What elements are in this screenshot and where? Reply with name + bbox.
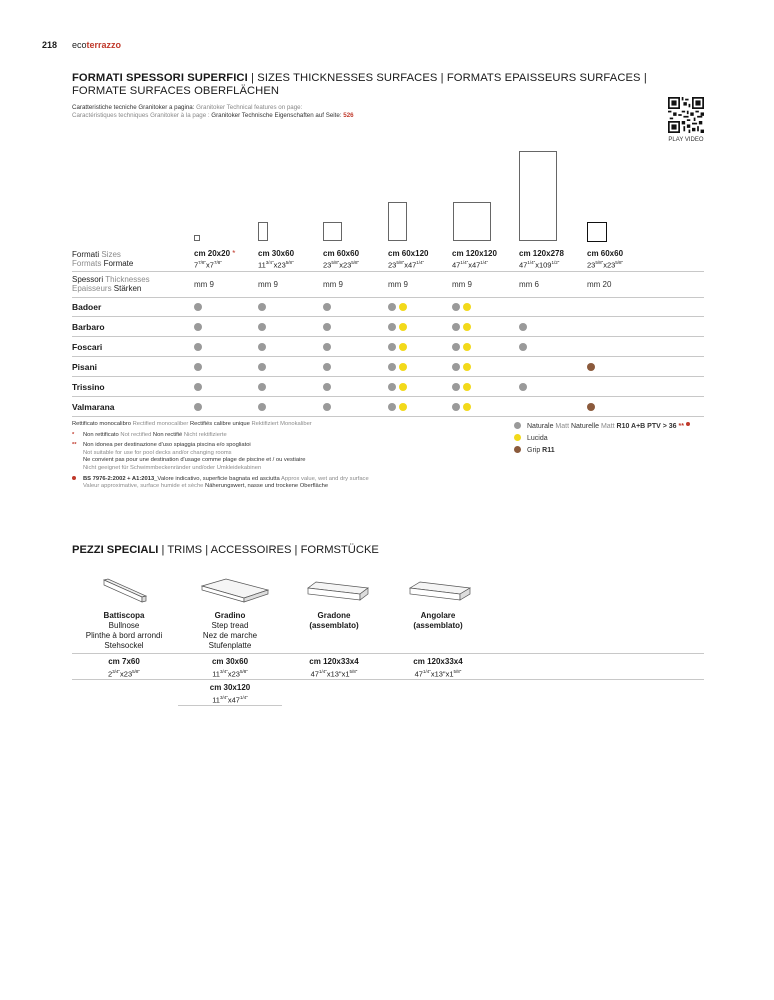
format-shape-120x278 [519,151,557,241]
yellow-dot [399,303,407,311]
gray-dot [258,343,266,351]
red-bullet [72,476,76,480]
yellow-dot [463,383,471,391]
sub-fr: Caractéristiques techniques Granitoker à la page : [72,112,210,119]
title-line2: FORMATE SURFACES OBERFLÄCHEN [72,85,280,97]
divider [72,356,704,357]
gray-dot [194,323,202,331]
yellow-dot [399,323,407,331]
gray-dot [388,403,396,411]
format-header: cm 120x278 $47^{1/4"}x109^{1/2"}$ [519,249,564,270]
divider [178,705,282,706]
gray-dot [388,363,396,371]
surface-legend [514,421,690,457]
gray-dot [194,383,202,391]
gray-dot [452,403,460,411]
format-shape-120x120 [453,202,491,241]
divider [72,416,704,417]
star-symbol: * [72,431,75,438]
gray-dot [452,303,460,311]
trim-item: Gradone (assemblato) [309,611,359,630]
series-name: Pisani [72,362,98,372]
sub-en: Granitoker Technical features on page: [194,104,303,111]
series-name: Valmarana [72,402,115,412]
play-video-label[interactable]: PLAY VIDEO [668,137,704,143]
gray-dot [258,403,266,411]
series-name: Trissino [72,382,105,392]
gray-dot [452,363,460,371]
thickness-value: mm 9 [388,280,408,289]
series-name: Foscari [72,342,103,352]
divider [72,271,704,272]
gray-dot [388,343,396,351]
sizes-label: Formati Sizes Formats Formate [72,250,134,268]
gray-dot [519,323,527,331]
footnotes: Rettificato monocalibro Rectified monocaliber Rectifiés calibre unique Rektifiziert Monokaliber * Non rettificato Not rectified Non rectifié Nicht rektifizierte ** Non idonea per destinazione d'uso spiaggia piscina e/o spogliatoi Not suitable for use for pool decks and/or changing rooms Ne convient pas pour une destination d'usage comme plage de piscine et / ou vestiaire Nicht geeignet für Schwimmbeckenränder und/oder Umkleidekabinen BS 7976-2:2002 + A1:2013_Valore indicativo, superficie bagnata ed asciutta Approx value, wet and dry surface Valeur approximative, surface humide et sèche Näherungswert, nasse und trockene Oberfläche [72,421,369,490]
gray-dot [194,403,202,411]
brown-dot [587,403,595,411]
trim-size: cm 120x33x4 $47^{1/4"}x13"x1^{5/8"}$ [309,657,359,679]
page-number: 218 [42,40,58,50]
yellow-dot [463,323,471,331]
format-header: cm 60x60 $23^{5/8"}x23^{5/8"}$ [587,249,624,270]
title-bold: FORMATI SPESSORI SUPERFICI [72,72,248,84]
gray-dot [323,303,331,311]
qr-code-icon[interactable] [668,97,704,133]
gray-dot [388,383,396,391]
brown-dot [587,363,595,371]
divider [72,679,704,680]
format-header: cm 120x120 $47^{1/4"}x47^{1/4"}$ [452,249,497,270]
gray-dot [258,323,266,331]
yellow-dot [399,383,407,391]
sub-de: Granitoker Technische Eigenschaften auf Seite: [209,112,342,119]
divider [72,653,704,654]
yellow-dot [463,363,471,371]
sub-it: Caratteristiche tecniche Granitoker a pagina: [72,104,195,111]
trim-size: cm 30x60 $11^{3/4"}x23^{5/8"}$ [211,657,249,679]
gray-dot [194,303,202,311]
trim-size: cm 7x60 $2^{3/4"}x23^{5/8"}$ [108,657,140,679]
format-shape-60x120 [388,202,407,241]
trims-title: PEZZI SPECIALI | TRIMS | ACCESSOIRES | FORMSTÜCKE [72,544,379,556]
section-title [72,72,672,98]
gray-dot [323,403,331,411]
gradone-illustration [306,578,370,604]
format-shape-60x60-20mm [587,222,607,242]
double-star-symbol: ** [72,442,77,449]
divider [72,376,704,377]
thickness-value: mm 20 [587,280,612,289]
gray-dot [388,303,396,311]
red-bullet [686,422,690,426]
brown-dot [514,446,521,453]
page-ref-link[interactable]: 526 [343,112,354,119]
legend-naturale: Naturale Matt Naturelle Matt R10 A+B PTV > 36 ** [514,421,690,433]
gray-dot [194,343,202,351]
thickness-value: mm 9 [194,280,214,289]
series-name: Barbaro [72,322,105,332]
yellow-dot [399,403,407,411]
yellow-dot [463,343,471,351]
format-shape-20x20 [194,235,200,241]
brand-prefix: eco [72,40,87,50]
gray-dot [258,363,266,371]
thickness-value: mm 9 [258,280,278,289]
legend-grip: Grip R11 [514,445,690,457]
gray-dot [519,343,527,351]
tech-reference [72,104,354,120]
thickness-value: mm 9 [452,280,472,289]
gray-dot [258,383,266,391]
yellow-dot [463,303,471,311]
trim-size: cm 120x33x4 $47^{1/4"}x13"x1^{5/8"}$ [413,657,463,679]
yellow-dot [399,363,407,371]
gray-dot [514,422,521,429]
format-header: cm 60x120 $23^{5/8"}x47^{1/4"}$ [388,249,429,270]
thickness-value: mm 9 [323,280,343,289]
divider [72,336,704,337]
gray-dot [258,303,266,311]
divider [72,316,704,317]
trim-item: Battiscopa Bullnose Plinthe à bord arrondi Stehsockel [85,611,163,650]
gray-dot [452,343,460,351]
gray-dot [323,363,331,371]
format-shape-60x60 [323,222,342,241]
gray-dot [323,323,331,331]
format-shape-30x60 [258,222,268,241]
thickness-value: mm 6 [519,280,539,289]
yellow-dot [514,434,521,441]
trim-item: Gradino Step tread Nez de marche Stufenplatte [202,611,258,650]
step-tread-illustration [200,578,270,606]
trim-item: Angolare (assemblato) [413,611,463,630]
gray-dot [388,323,396,331]
legend-lucida: Lucida [514,433,690,445]
gray-dot [323,343,331,351]
format-header: cm 60x60 $23^{5/8"}x23^{5/8"}$ [323,249,360,270]
trim-size: cm 30x120 $11^{3/4"}x47^{1/4"}$ [209,683,251,705]
format-header: cm 20x20 * $7^{7/8"}x7^{7/8"}$ [194,249,236,270]
brand-name: terrazzo [86,40,122,50]
thickness-label: Spessori Thicknesses Epaisseurs Stärken [72,275,150,293]
yellow-dot [463,403,471,411]
series-name: Badoer [72,302,102,312]
gray-dot [323,383,331,391]
gray-dot [519,383,527,391]
title-rest: | SIZES THICKNESSES SURFACES | FORMATS EPAISSEURS SURFACES | [247,72,647,84]
gray-dot [452,323,460,331]
divider [72,396,704,397]
gray-dot [452,383,460,391]
gray-dot [194,363,202,371]
brand-logo [72,40,121,50]
yellow-dot [399,343,407,351]
divider [72,297,704,298]
format-header: cm 30x60 $11^{3/4"}x23^{5/8"}$ [258,249,295,270]
bullnose-illustration [100,578,150,604]
angolare-illustration [408,578,472,604]
